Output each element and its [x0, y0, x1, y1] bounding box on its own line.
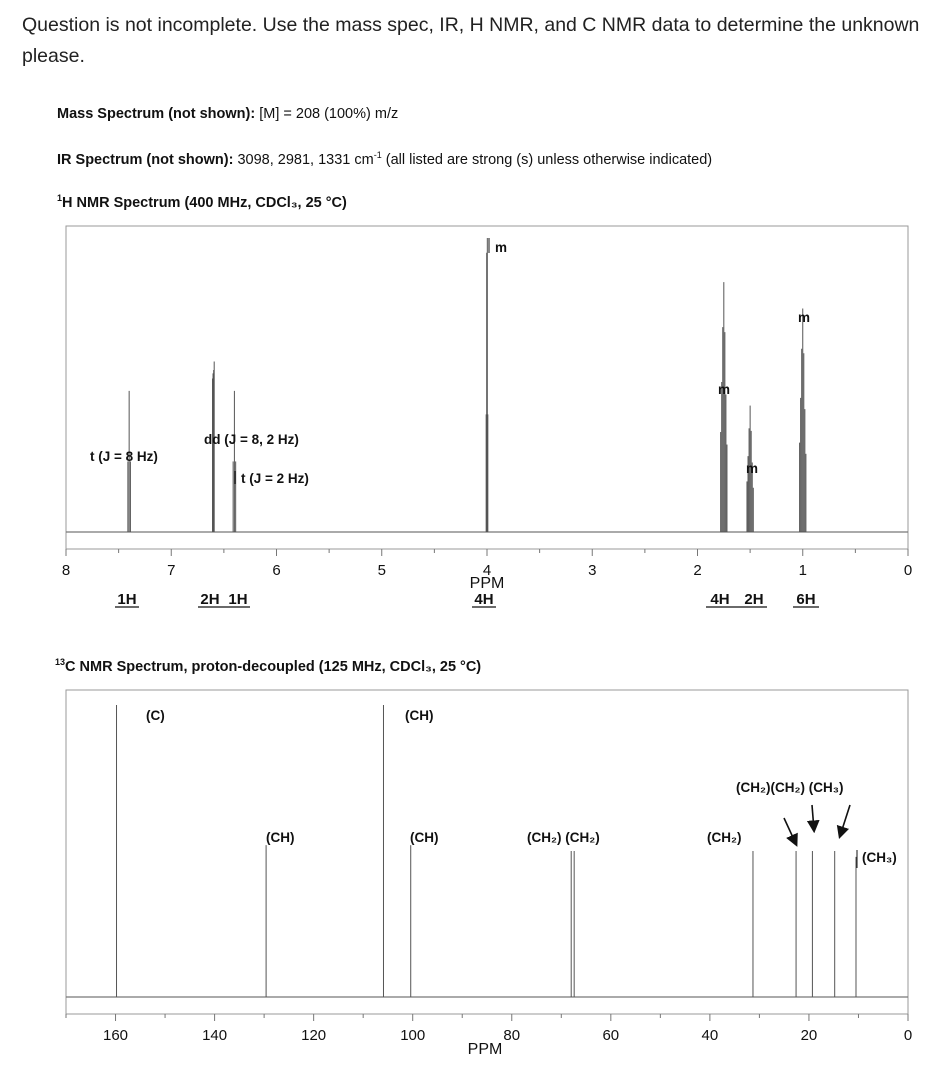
question-text: Question is not incomplete. Use the mass spec, IR, H NMR, and C NMR data to determine the unknown please. [22, 14, 920, 67]
hnmr-label-m-100: m [798, 310, 811, 325]
ir-label: IR Spectrum (not shown): [57, 151, 234, 168]
integration-6h: 6H [796, 591, 816, 608]
hnmr-tick-label: 2 [693, 562, 702, 579]
hnmr-peaks [128, 238, 806, 532]
hnmr-tick-label: 3 [588, 562, 597, 579]
hnmr-tick-label: 0 [903, 562, 913, 579]
cnmr-label-ch2-pair: (CH₂) (CH₂) [527, 830, 600, 845]
cnmr-label-ch2-31: (CH₂) [707, 830, 742, 845]
hnmr-label-dd: dd (J = 8, 2 Hz) [204, 432, 299, 447]
hnmr-label-t8: t (J = 8 Hz) [90, 449, 158, 464]
cnmr-tick-label: 100 [400, 1027, 426, 1044]
hnmr-tick-label: 4 [482, 562, 492, 579]
cnmr-label-ch-129: (CH) [266, 830, 295, 845]
mass-spec-label: Mass Spectrum (not shown): [57, 106, 256, 122]
hnmr-label-m-175: m [718, 382, 731, 397]
arrow-ch2-22 [784, 818, 796, 844]
cnmr-tick-label: 120 [301, 1027, 327, 1044]
hnmr-peak-2 [233, 391, 236, 532]
cnmr-label-ch3-right: (CH₃) [862, 850, 897, 865]
ir-value: 3098, 2981, 1331 cm [237, 151, 374, 168]
arrow-ch2-19 [812, 805, 814, 830]
cnmr-title-sup: 13 [55, 657, 66, 667]
integration-1h-b: 1H [228, 591, 248, 608]
cnmr-tick-label: 20 [800, 1027, 818, 1044]
cnmr-tick-label: 40 [701, 1027, 719, 1044]
cnmr-ticks [66, 1014, 912, 1044]
hnmr-integrations [115, 591, 819, 608]
cnmr-label-ch-100: (CH) [410, 830, 439, 845]
cnmr-tick-label: 60 [602, 1027, 620, 1044]
cnmr-tick-label: 160 [103, 1027, 129, 1044]
cnmr-label-ch2-group: (CH₂)(CH₂) (CH₃) [736, 780, 844, 795]
cnmr-tick-label: 140 [202, 1027, 228, 1044]
arrow-ch3-14 [840, 805, 850, 836]
cnmr-chart [66, 690, 912, 1058]
ir-superscript: -1 [373, 150, 382, 160]
cnmr-peaks [117, 705, 856, 997]
cnmr-frame [66, 690, 908, 1014]
hnmr-title-text: H NMR Spectrum (400 MHz, CDCl₃, 25 °C) [62, 194, 347, 211]
cnmr-peak-labels [146, 708, 897, 865]
hnmr-tick-label: 5 [377, 562, 386, 579]
hnmr-peak-6 [800, 309, 806, 532]
cnmr-title-text: C NMR Spectrum, proton-decoupled (125 MHz, CDCl₃, 25 °C) [65, 658, 482, 675]
integration-2h-b: 2H [744, 591, 764, 608]
cnmr-tick-label: 0 [903, 1027, 913, 1044]
mass-spec-value: [M] = 208 (100%) m/z [259, 106, 399, 122]
integration-2h: 2H [200, 591, 220, 608]
cnmr-label-ch-top: (CH) [405, 708, 434, 723]
hnmr-ppm-label: PPM [469, 575, 505, 592]
ir-note: (all listed are strong (s) unless otherwise indicated) [381, 151, 713, 168]
hnmr-peak-3 [486, 238, 488, 532]
hnmr-label-t2: t (J = 2 Hz) [241, 471, 309, 486]
hnmr-tick-label: 8 [61, 562, 71, 579]
hnmr-chart [62, 226, 912, 608]
integration-4h-a: 4H [474, 591, 494, 608]
cnmr-label-c: (C) [146, 708, 165, 723]
integration-1h-a: 1H [117, 591, 137, 608]
hnmr-label-m-150: m [746, 461, 759, 476]
cnmr-ppm-label: PPM [467, 1041, 503, 1058]
hnmr-title-sup: 1 [57, 193, 63, 203]
hnmr-peak-4 [721, 282, 727, 532]
integration-4h-b: 4H [710, 591, 730, 608]
hnmr-tick-label: 6 [272, 562, 281, 579]
hnmr-label-m-top: m [495, 240, 508, 255]
hnmr-tick-label: 1 [798, 562, 807, 579]
cnmr-tick-label: 80 [503, 1027, 521, 1044]
hnmr-tick-label: 7 [167, 562, 176, 579]
